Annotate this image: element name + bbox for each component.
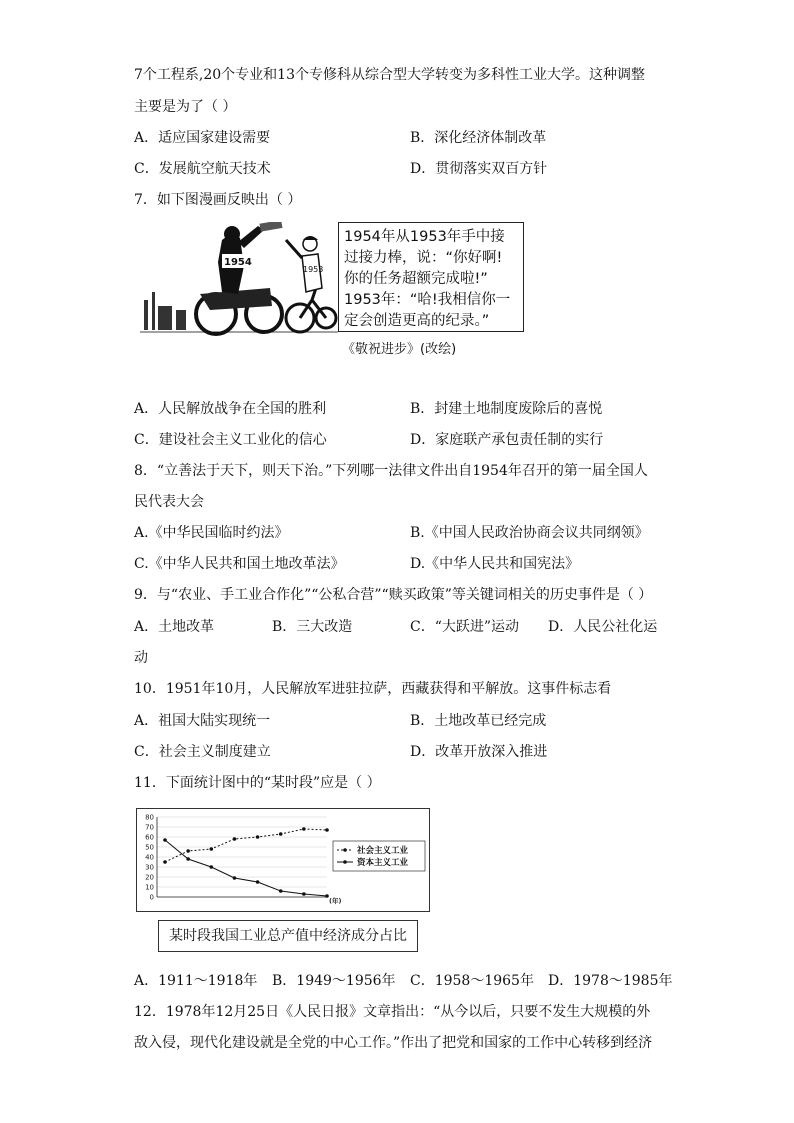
- y-tick-label: 50: [145, 843, 154, 852]
- q11-option-c: C．1958～1965年: [410, 973, 534, 989]
- q8-option-b: B.《中国人民政治协商会议共同纲领》: [410, 525, 649, 541]
- y-tick-label: 30: [145, 863, 154, 872]
- y-tick-label: 80: [145, 813, 154, 822]
- cartoon-text-line: 过接力棒，说：“你好啊!: [344, 250, 503, 266]
- q6-option-b: B．深化经济体制改革: [410, 130, 547, 146]
- q7-option-d: D．家庭联产承包责任制的实行: [410, 432, 604, 448]
- data-point: [279, 889, 283, 893]
- data-point: [163, 838, 167, 842]
- data-point: [233, 837, 237, 841]
- cartoon-caption: 《敬祝进步》(改绘): [342, 342, 457, 357]
- q9-option-c: C．“大跃进”运动: [410, 619, 520, 635]
- q11-stem: 11．下面统计图中的“某时段”应是（ ）: [134, 775, 381, 791]
- data-point: [302, 827, 306, 831]
- q11-option-a: A．1911～1918年: [134, 973, 258, 989]
- q10-option-b: B．土地改革已经完成: [410, 713, 547, 729]
- legend-marker: [343, 848, 347, 852]
- x-axis-label: (年): [329, 897, 342, 905]
- q8-option-a: A.《中华民国临时约法》: [134, 525, 289, 541]
- data-point: [163, 860, 167, 864]
- badge-1953: 1953: [303, 265, 324, 274]
- q12-stem-line1: 12．1978年12月25日《人民日报》文章指出：“从今以后，只要不发生大规模的外: [134, 1004, 651, 1020]
- cartoon-speech-box: [338, 222, 524, 332]
- data-point: [186, 857, 190, 861]
- q10-stem: 10．1951年10月，人民解放军进驻拉萨，西藏获得和平解放。这事件标志看: [134, 681, 612, 697]
- q9-option-d: D．人民公社化运: [548, 619, 658, 635]
- q11-option-b: B．1949～1956年: [272, 973, 396, 989]
- cartoon-text-line: 1954年从1953年手中接: [344, 229, 505, 245]
- y-tick-label: 70: [145, 823, 154, 832]
- data-point: [186, 849, 190, 853]
- legend-label: 资本主义工业: [357, 858, 409, 868]
- data-point: [302, 892, 306, 896]
- q9-option-b: B．三大改造: [272, 619, 353, 635]
- q8-stem-line1: 8．“立善法于天下，则天下治。”下列哪一法律文件出自1954年召开的第一届全国人: [134, 463, 648, 479]
- q9-option-d-wrap: 动: [134, 650, 148, 666]
- legend-marker: [343, 860, 347, 864]
- y-tick-label: 20: [145, 873, 154, 882]
- data-point: [256, 880, 260, 884]
- cartoon-illustration: [140, 222, 338, 338]
- line-chart: [137, 809, 429, 911]
- data-point: [279, 832, 283, 836]
- q6-stem-line2: 主要是为了（ ）: [134, 99, 237, 115]
- q6-stem-line1: 7个工程系,20个专业和13个专修科从综合型大学转变为多科性工业大学。这种调整: [134, 67, 645, 83]
- cartoon-text-line: 你的任务超额完成啦!”: [344, 271, 488, 287]
- chart-frame: [136, 808, 430, 912]
- q8-option-c: C.《中华人民共和国土地改革法》: [134, 556, 345, 572]
- data-point: [233, 876, 237, 880]
- data-point: [209, 847, 213, 851]
- q12-stem-line2: 敌入侵，现代化建设就是全党的中心工作。”作出了把党和国家的工作中心转移到经济: [134, 1035, 653, 1051]
- data-point: [256, 835, 260, 839]
- y-tick-label: 10: [145, 883, 154, 892]
- series-line-2: [165, 840, 327, 896]
- q10-option-d: D．改革开放深入推进: [410, 744, 548, 760]
- q10-option-a: A．祖国大陆实现统一: [134, 713, 271, 729]
- q10-option-c: C．社会主义制度建立: [134, 744, 271, 760]
- q7-option-b: B．封建土地制度废除后的喜悦: [410, 401, 603, 417]
- q7-option-c: C．建设社会主义工业化的信心: [134, 432, 327, 448]
- y-tick-label: 40: [145, 853, 154, 862]
- q8-stem-line2: 民代表大会: [134, 494, 204, 510]
- badge-1954: 1954: [224, 257, 252, 268]
- q8-option-d: D.《中华人民共和国宪法》: [410, 556, 580, 572]
- q9-stem: 9．与“农业、手工业合作化”“公私合营”“赎买政策”等关键词相关的历史事件是（ ）: [134, 587, 653, 603]
- legend-label: 社会主义工业: [357, 846, 409, 856]
- cartoon-text-line: 1953年：“哈!我相信你一: [344, 292, 511, 308]
- chart-caption: 某时段我国工业总产值中经济成分占比: [158, 920, 418, 952]
- y-tick-label: 60: [145, 833, 154, 842]
- q7-option-a: A．人民解放战争在全国的胜利: [134, 401, 327, 417]
- y-tick-label: 0: [149, 893, 154, 902]
- data-point: [209, 865, 213, 869]
- q9-option-a: A．土地改革: [134, 619, 215, 635]
- q6-option-c: C．发展航空航天技术: [134, 161, 271, 177]
- data-point: [325, 894, 329, 898]
- q6-option-a: A．适应国家建设需要: [134, 130, 271, 146]
- q6-option-d: D．贯彻落实双百方针: [410, 161, 548, 177]
- q11-option-d: D．1978～1985年: [548, 973, 673, 989]
- cartoon-text-line: 定会创造更高的纪录。”: [344, 313, 490, 329]
- q7-stem: 7．如下图漫画反映出（ ）: [134, 192, 302, 208]
- data-point: [325, 828, 329, 832]
